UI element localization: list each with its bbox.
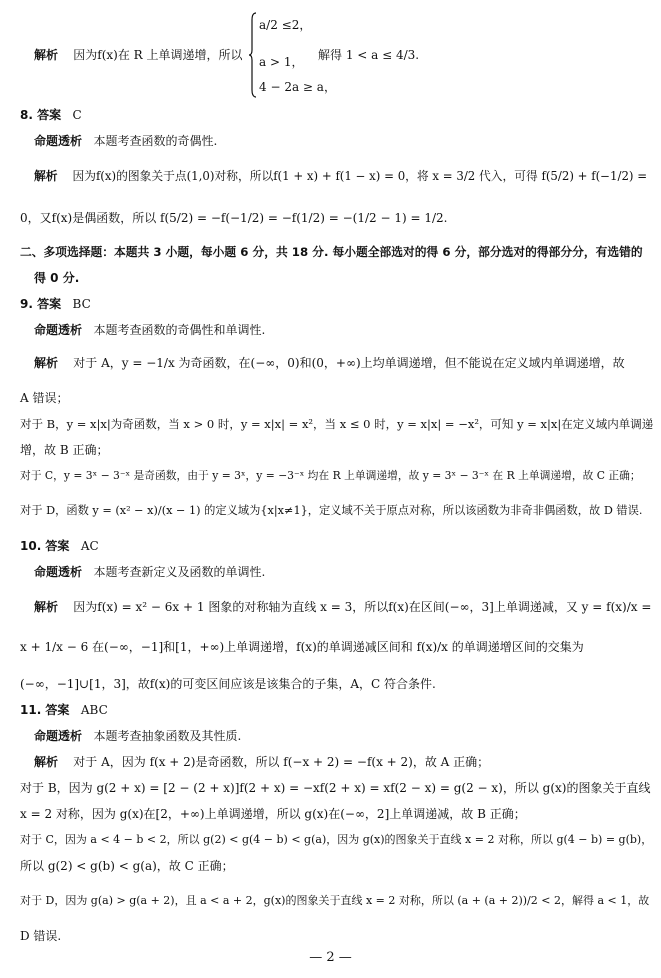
q11-answer-label: 11. 答案 bbox=[20, 703, 70, 717]
q8-mingti-label: 命题透析 bbox=[34, 134, 83, 148]
q10-mingti-label: 命题透析 bbox=[34, 565, 83, 579]
page-number: — 2 — bbox=[309, 950, 352, 965]
q7-system-line-3: 4 − 2a ≥ a， bbox=[259, 80, 336, 94]
q9-answer-label: 9. 答案 bbox=[20, 297, 62, 311]
q9-answer: BC bbox=[72, 297, 91, 311]
q11-option-a-text: 对于 A，因为 f(x + 2)是奇函数，所以 f(−x + 2) = −f(x + 2)，故 A 正确； bbox=[73, 755, 490, 769]
q9-option-a-text: 对于 A，y = −1/x 为奇函数，在(−∞，0)和(0，+∞)上均单调递增，但不能说在定义域内单调递增，故 bbox=[73, 356, 625, 370]
q10-mingti: 本题考查新定义及函数的单调性. bbox=[93, 565, 266, 579]
q7-system-line-2: a > 1， bbox=[259, 55, 304, 69]
q11-option-b-line-2: x = 2 对称，因为 g(x)在[2，+∞)上单调递增，所以 g(x)在(−∞，2]上单调递减，故 B 正确； bbox=[20, 807, 526, 821]
q10-jiexi-line-1 bbox=[34, 599, 651, 615]
section-2-heading: 二、多项选择题：本题共 3 小题，每小题 6 分，共 18 分. 每小题全部选对的得 6 分，部分选对的得部分分，有选错的 bbox=[20, 245, 643, 259]
q8-mingti: 本题考查函数的奇偶性. bbox=[93, 134, 218, 148]
q8-jiexi-line-2: 0，又f(x)是偶函数，所以 f(5/2) = −f(−1/2) = −f(1/2) = −(1/2 − 1) = 1/2. bbox=[20, 211, 448, 225]
q9-jiexi-label: 解析 bbox=[34, 356, 59, 370]
q11-answer-line bbox=[20, 702, 108, 718]
q9-option-b-line-1: 对于 B，y = x|x|为奇函数，当 x > 0 时，y = x|x| = x²，当 x ≤ 0 时，y = x|x| = −x²，可知 y = x|x|在定义域内单调递 bbox=[20, 417, 654, 431]
q8-jiexi-line-1 bbox=[34, 168, 647, 184]
q11-option-d-line-2: D 错误. bbox=[20, 929, 62, 943]
q11-option-c-line-1: 对于 C，因为 a < 4 − b < 2，所以 g(2) < g(4 − b) < g(a)，因为 g(x)的图象关于直线 x = 2 对称，所以 g(4 − b) = g(b)， bbox=[20, 833, 653, 846]
q11-mingti-line bbox=[34, 728, 241, 744]
q10-jiexi-text-1: 因为f(x) = x² − 6x + 1 图象的对称轴为直线 x = 3，所以f(x)在区间(−∞，3]上单调递减，又 y = f(x)/x = bbox=[73, 600, 652, 614]
q9-option-b-line-2: 增，故 B 正确； bbox=[20, 443, 109, 457]
q9-mingti-line bbox=[34, 322, 265, 338]
q11-option-c-line-2: 所以 g(2) < g(b) < g(a)，故 C 正确； bbox=[20, 859, 234, 873]
section-2-heading-cont: 得 0 分. bbox=[34, 271, 80, 285]
q10-answer: AC bbox=[80, 539, 99, 553]
q7-system-brace bbox=[249, 12, 257, 98]
q7-result: 解得 1 < a ≤ 4/3. bbox=[318, 48, 420, 62]
q8-answer: C bbox=[72, 108, 82, 122]
q11-mingti-label: 命题透析 bbox=[34, 729, 83, 743]
q11-answer: ABC bbox=[80, 703, 108, 717]
q11-option-b-line-1: 对于 B，因为 g(2 + x) = [2 − (2 + x)]f(2 + x) = −xf(2 + x) = xf(2 − x) = g(2 − x)，所以 g(x)的图象关于直线 bbox=[20, 781, 651, 795]
q8-answer-label: 8. 答案 bbox=[20, 108, 62, 122]
q10-answer-label: 10. 答案 bbox=[20, 539, 70, 553]
q9-mingti-label: 命题透析 bbox=[34, 323, 83, 337]
q7-jiexi-label: 解析 bbox=[34, 48, 59, 62]
q10-jiexi-line-3: (−∞，−1]∪[1，3]，故f(x)的可变区间应该是该集合的子集，A，C 符合条件. bbox=[20, 677, 436, 691]
q7-jiexi-line bbox=[34, 47, 243, 63]
q8-answer-line bbox=[20, 107, 82, 123]
q8-jiexi-text-1: 因为f(x)的图象关于点(1,0)对称，所以f(1 + x) + f(1 − x) = 0，将 x = 3/2 代入，可得 f(5/2) + f(−1/2) = bbox=[72, 169, 648, 183]
q9-option-a-line-2: A 错误； bbox=[20, 391, 69, 405]
q9-mingti: 本题考查函数的奇偶性和单调性. bbox=[93, 323, 266, 337]
q11-option-a-line bbox=[34, 754, 489, 770]
q8-jiexi-label: 解析 bbox=[34, 169, 58, 183]
q11-option-d-line-1: 对于 D，因为 g(a) > g(a + 2)，且 a < a + 2，g(x)的图象关于直线 x = 2 对称，所以 (a + (a + 2))/2 < 2，解得 a < 1，故 bbox=[20, 894, 650, 907]
q11-jiexi-label: 解析 bbox=[34, 755, 59, 769]
q9-option-a-line-1 bbox=[34, 355, 625, 371]
q10-answer-line bbox=[20, 538, 99, 554]
q7-jiexi-text: 因为f(x)在 R 上单调递增，所以 bbox=[73, 48, 243, 62]
q9-option-c-line: 对于 C，y = 3ˣ − 3⁻ˣ 是奇函数，由于 y = 3ˣ，y = −3⁻ˣ 均在 R 上单调递增，故 y = 3ˣ − 3⁻ˣ 在 R 上单调递增，故 C 正确； bbox=[20, 469, 641, 482]
q11-mingti: 本题考查抽象函数及其性质. bbox=[93, 729, 242, 743]
q10-mingti-line bbox=[34, 564, 265, 580]
q8-mingti-line bbox=[34, 133, 217, 149]
q9-option-d-line: 对于 D，函数 y = (x² − x)/(x − 1) 的定义域为{x|x≠1}，定义域不关于原点对称，所以该函数为非奇非偶函数，故 D 错误. bbox=[20, 504, 643, 517]
q9-answer-line bbox=[20, 296, 91, 312]
q10-jiexi-label: 解析 bbox=[34, 600, 59, 614]
q7-system-line-1: a/2 ≤2， bbox=[259, 18, 312, 32]
q10-jiexi-line-2: x + 1/x − 6 在(−∞，−1]和[1，+∞)上单调递增，f(x)的单调递减区间和 f(x)/x 的单调递增区间的交集为 bbox=[20, 640, 584, 654]
